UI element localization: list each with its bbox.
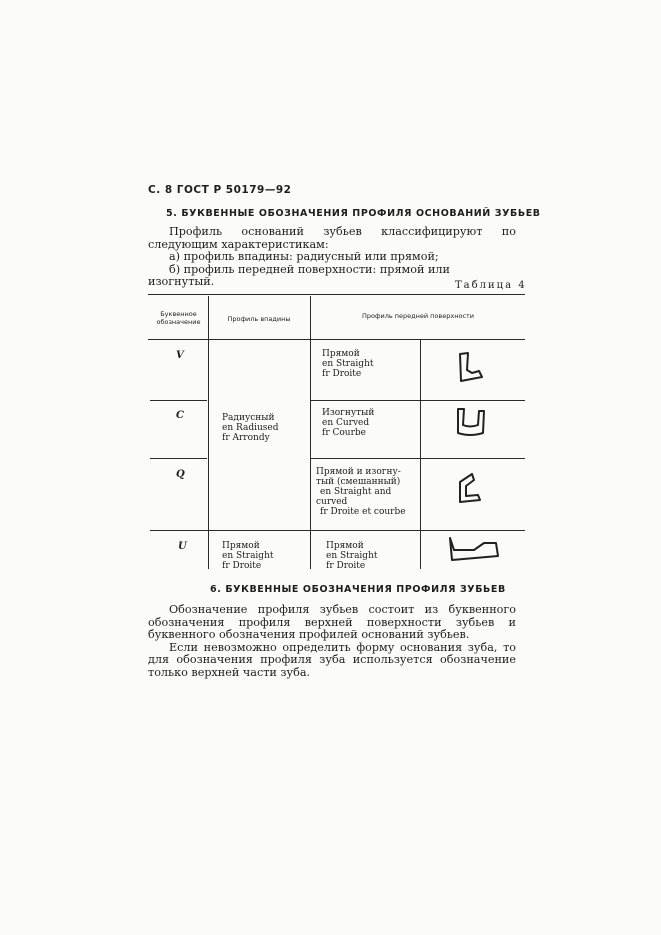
front-straight-v xyxy=(322,349,374,379)
table-row-rule xyxy=(310,458,525,459)
header-front-profile: Профиль передней поверхности xyxy=(361,312,475,320)
front-q-ru-2: тый (смешанный) xyxy=(316,477,401,487)
section-6-para-1: Обозначение профиля зубьев состоит из буквенного обозначения профиля верхней поверхности зубьев и буквенного обозначения профилей оснований зубьев. xyxy=(148,603,516,641)
front-mixed-q xyxy=(316,467,406,517)
front-curved-c xyxy=(322,408,374,438)
section-5-item-b: б) профиль передней поверхности: прямой или изогнутый. xyxy=(148,262,450,288)
row-code-c: C xyxy=(176,410,184,421)
valley-straight-ru: Прямой xyxy=(222,541,260,551)
row-code-u: U xyxy=(178,541,187,552)
table-col-divider-3 xyxy=(420,339,421,569)
header-code: Буквенное обозначение xyxy=(156,310,201,326)
front-v-en: en Straight xyxy=(322,359,374,369)
section-6-para-2: Если невозможно определить форму основания зуба, то для обозначения профиля зуба используется обозначение только верхней части зуба. xyxy=(148,640,516,679)
valley-radiused-en: en Radiused xyxy=(222,423,279,433)
front-c-ru: Изогнутый xyxy=(322,408,375,418)
front-q-en-1: en Straight and xyxy=(320,487,392,497)
front-v-fr: fr Droite xyxy=(322,369,362,379)
row-code-q: Q xyxy=(176,469,185,480)
section-6-body xyxy=(148,604,516,679)
front-q-en-2: curved xyxy=(316,497,348,507)
table-header-rule xyxy=(148,339,525,340)
front-straight-u xyxy=(326,541,378,571)
front-u-en: en Straight xyxy=(326,551,378,561)
table-top-rule xyxy=(148,294,525,295)
valley-radiused-fr: fr Arrondy xyxy=(222,433,270,443)
front-v-ru: Прямой xyxy=(322,349,360,359)
table-row-rule xyxy=(310,400,525,401)
curved-profile-symbol-icon xyxy=(452,405,492,441)
header-valley-profile: Профиль впадины xyxy=(227,315,291,323)
valley-straight-fr: fr Droite xyxy=(222,561,262,571)
front-q-ru-1: Прямой и изогну- xyxy=(316,467,401,477)
section-5-title: 5. БУКВЕННЫЕ ОБОЗНАЧЕНИЯ ПРОФИЛЯ ОСНОВАНИЙ ЗУБЬЕВ xyxy=(166,208,541,219)
straight-valley-profile-symbol-icon xyxy=(446,534,506,566)
front-c-fr: fr Courbe xyxy=(322,428,366,438)
table-row-rule xyxy=(150,458,207,459)
table-row-rule xyxy=(150,530,525,531)
straight-profile-symbol-icon xyxy=(452,350,492,386)
valley-straight xyxy=(222,541,274,571)
front-u-fr: fr Droite xyxy=(326,561,366,571)
table-col-divider-1 xyxy=(208,296,209,569)
table-caption: Таблица 4 xyxy=(455,280,527,291)
page-header: С. 8 ГОСТ Р 50179—92 xyxy=(148,184,292,196)
table-row-rule xyxy=(150,400,207,401)
valley-radiused-ru: Радиусный xyxy=(222,413,275,423)
front-q-fr: fr Droite et courbe xyxy=(320,507,406,517)
straight-and-curved-profile-symbol-icon xyxy=(452,470,492,508)
section-6-title: 6. БУКВЕННЫЕ ОБОЗНАЧЕНИЯ ПРОФИЛЯ ЗУБЬЕВ xyxy=(210,584,506,595)
table-col-divider-2 xyxy=(310,296,311,569)
valley-straight-en: en Straight xyxy=(222,551,274,561)
section-5-item-a: а) профиль впадины: радиусный или прямой; xyxy=(169,250,439,263)
valley-radiused xyxy=(222,413,278,443)
section-5-intro: Профиль оснований зубьев классифицируют по следующим характеристикам: xyxy=(148,225,516,251)
front-c-en: en Curved xyxy=(322,418,370,428)
front-u-ru: Прямой xyxy=(326,541,364,551)
row-code-v: V xyxy=(176,350,184,361)
